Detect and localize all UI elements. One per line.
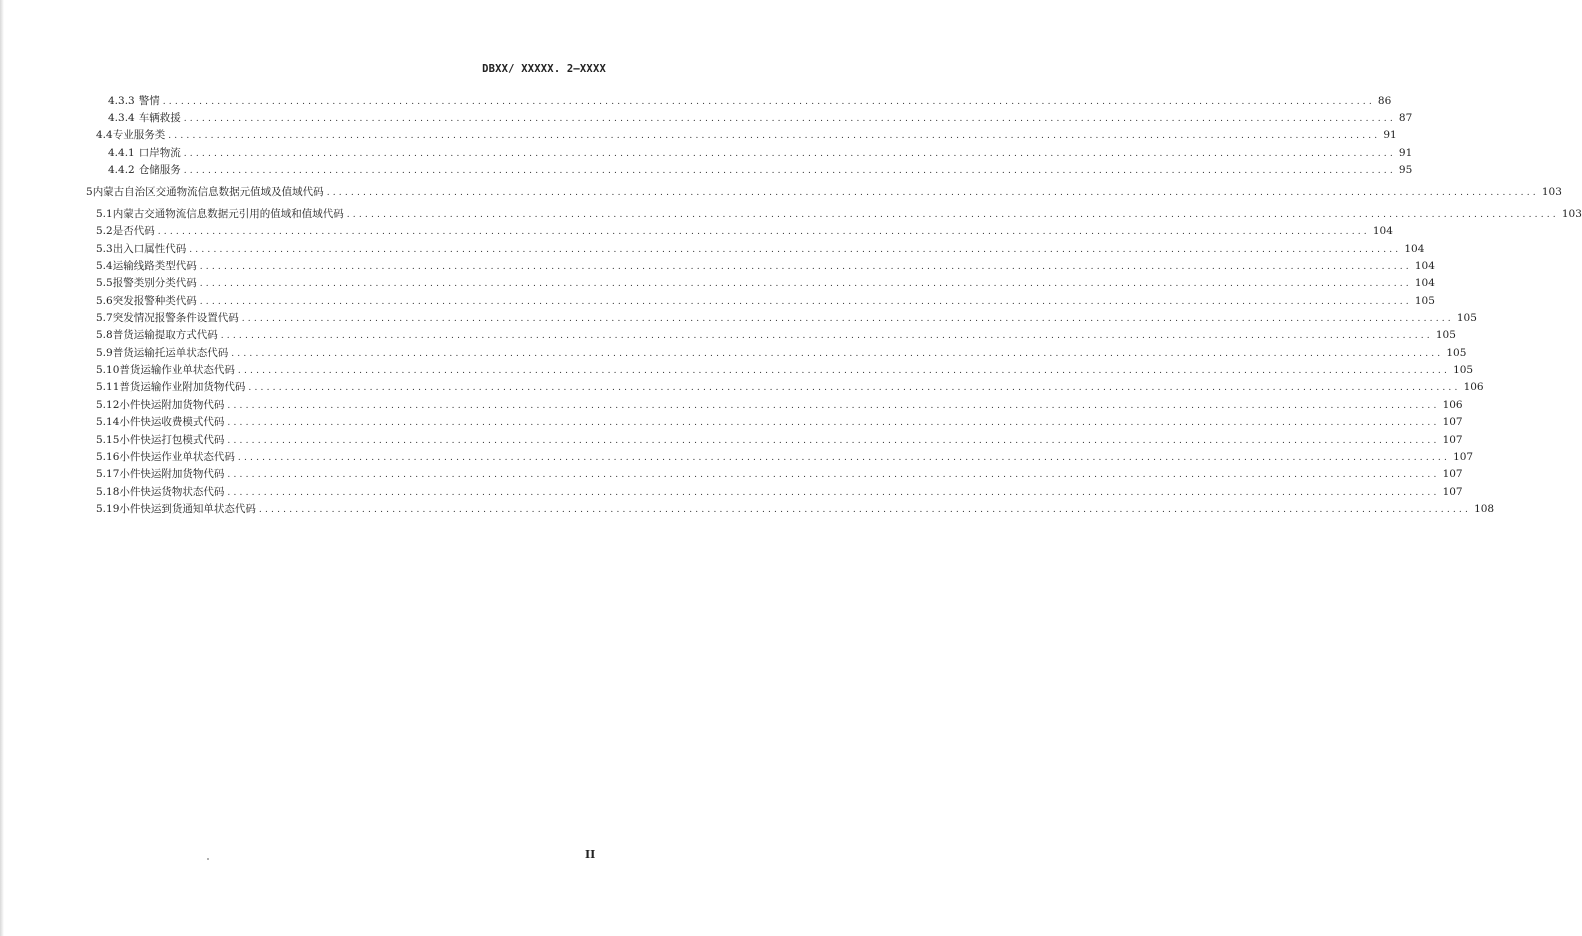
- toc-entry-number: 5.19: [96, 503, 120, 515]
- toc-entry-title: 小件快运收费模式代码: [119, 416, 225, 428]
- scan-speck: [207, 858, 209, 860]
- toc-entry-title: 突发报警种类代码: [112, 295, 197, 307]
- toc-dot-leader: ........................................................................................................................................................................................................: [237, 366, 1451, 376]
- toc-entry-title: 是否代码: [112, 225, 155, 237]
- toc-entry-title: 小件快运附加货物代码: [119, 399, 225, 411]
- toc-entry-title: 出入口属性代码: [112, 243, 187, 255]
- toc-entry-number: 5.2: [96, 225, 113, 237]
- toc-entry-number: 5.6: [96, 295, 113, 307]
- toc-dot-leader: ........................................................................................................................................................................................................: [199, 297, 1412, 307]
- toc-entry-number: 5.11: [96, 381, 120, 393]
- toc-entry-page: 103: [1541, 186, 1562, 198]
- toc-entry-number: 5.8: [96, 329, 113, 341]
- toc-entry-title: 突发情况报警条件设置代码: [112, 312, 239, 324]
- toc-entry-title: 报警类别分类代码: [112, 277, 197, 289]
- toc-entry-page: 107: [1442, 434, 1463, 446]
- toc-entry[interactable]: [96, 343, 1467, 360]
- toc-entry-title: 普货运输作业单状态代码: [119, 364, 235, 376]
- toc-dot-leader: ........................................................................................................................................................................................................: [237, 453, 1451, 463]
- toc-entry[interactable]: [96, 447, 1474, 464]
- toc-entry[interactable]: [96, 325, 1456, 342]
- toc-entry[interactable]: [108, 108, 1413, 125]
- toc-entry-number: 5.4: [96, 260, 113, 272]
- document-code-header: DBXX/ XXXXX. 2—XXXX: [482, 63, 606, 75]
- toc-entry[interactable]: [108, 91, 1392, 108]
- toc-entry-number: 5.1: [96, 208, 113, 220]
- toc-entry[interactable]: [96, 464, 1463, 481]
- toc-entry-number: 5.3: [96, 243, 113, 255]
- toc-entry-number: 5: [86, 186, 93, 198]
- toc-entry[interactable]: [96, 430, 1463, 447]
- toc-entry-title: 普货运输提取方式代码: [112, 329, 218, 341]
- toc-entry[interactable]: [96, 412, 1463, 429]
- toc-dot-leader: ........................................................................................................................................................................................................: [241, 314, 1454, 324]
- toc-dot-leader: ........................................................................................................................................................................................................: [227, 436, 1440, 446]
- toc-entry-page: 86: [1377, 95, 1392, 107]
- toc-entry-number: 5.9: [96, 347, 113, 359]
- toc-entry[interactable]: [96, 308, 1477, 325]
- toc-entry[interactable]: [108, 143, 1413, 160]
- toc-entry-title: 小件快运作业单状态代码: [119, 451, 235, 463]
- toc-entry-number: 5.12: [96, 399, 120, 411]
- toc-entry-page: 105: [1435, 329, 1456, 341]
- toc-entry[interactable]: [96, 204, 1582, 221]
- toc-entry-page: 106: [1463, 381, 1484, 393]
- toc-entry-page: 105: [1453, 364, 1474, 376]
- toc-entry[interactable]: [108, 160, 1413, 177]
- toc-entry-number: 5.7: [96, 312, 113, 324]
- toc-entry[interactable]: [96, 291, 1435, 308]
- toc-dot-leader: ........................................................................................................................................................................................................: [183, 114, 1396, 124]
- toc-entry-page: 95: [1398, 164, 1413, 176]
- toc-entry-page: 91: [1383, 129, 1397, 141]
- toc-entry-number: 5.5: [96, 277, 113, 289]
- toc-entry-page: 103: [1561, 208, 1582, 220]
- toc-entry-page: 107: [1442, 468, 1463, 480]
- toc-entry-title: 小件快运打包模式代码: [119, 434, 225, 446]
- toc-dot-leader: ........................................................................................................................................................................................................: [227, 488, 1440, 498]
- toc-entry-number: 5.10: [96, 364, 120, 376]
- toc-entry[interactable]: [96, 395, 1463, 412]
- toc-entry-page: 104: [1404, 243, 1425, 255]
- toc-dot-leader: ........................................................................................................................................................................................................: [326, 188, 1539, 198]
- scan-edge-shadow: [0, 0, 4, 936]
- toc-entry-title: 普货运输作业附加货物代码: [119, 381, 246, 393]
- toc-entry-number: 4.4: [96, 129, 113, 141]
- toc-entry-number: 5.15: [96, 434, 120, 446]
- toc-entry-page: 104: [1414, 277, 1435, 289]
- toc-entry-page: 105: [1446, 347, 1467, 359]
- toc-entry-page: 108: [1474, 503, 1495, 515]
- toc-dot-leader: ........................................................................................................................................................................................................: [227, 470, 1440, 480]
- toc-entry[interactable]: [86, 182, 1562, 199]
- toc-entry-page: 104: [1372, 225, 1393, 237]
- toc-entry-title: 内蒙古自治区交通物流信息数据元值域及值域代码: [92, 186, 324, 198]
- page-number: II: [585, 848, 596, 861]
- toc-entry-number: 4.3.4: [108, 112, 135, 124]
- toc-dot-leader: ........................................................................................................................................................................................................: [157, 227, 1370, 237]
- toc-dot-leader: ........................................................................................................................................................................................................: [227, 401, 1440, 411]
- toc-dot-leader: ........................................................................................................................................................................................................: [248, 383, 1461, 393]
- toc-entry[interactable]: [96, 239, 1425, 256]
- toc-entry-title: 专业服务类: [112, 129, 166, 141]
- toc-entry-page: 106: [1442, 399, 1463, 411]
- toc-entry-title: 普货运输托运单状态代码: [112, 347, 229, 359]
- toc-entry-page: 107: [1453, 451, 1474, 463]
- toc-entry-number: 5.17: [96, 468, 120, 480]
- toc-entry-number: 5.16: [96, 451, 120, 463]
- toc-entry-number: 5.14: [96, 416, 120, 428]
- toc-entry[interactable]: [96, 377, 1484, 394]
- toc-dot-leader: ........................................................................................................................................................................................................: [162, 97, 1375, 107]
- toc-entry-title: 小件快运附加货物代码: [119, 468, 225, 480]
- toc-entry-title: 车辆救援: [138, 112, 181, 124]
- toc-dot-leader: ........................................................................................................................................................................................................: [189, 245, 1402, 255]
- toc-entry[interactable]: [96, 256, 1435, 273]
- toc-entry-number: 4.4.1: [108, 147, 135, 159]
- toc-entry-page: 91: [1398, 147, 1413, 159]
- toc-entry-page: 104: [1414, 260, 1435, 272]
- toc-dot-leader: ........................................................................................................................................................................................................: [168, 131, 1381, 141]
- toc-entry-page: 105: [1414, 295, 1435, 307]
- toc-dot-leader: ........................................................................................................................................................................................................: [231, 349, 1444, 359]
- toc-entry[interactable]: [96, 482, 1463, 499]
- toc-entry[interactable]: [96, 499, 1495, 516]
- toc-dot-leader: ........................................................................................................................................................................................................: [183, 166, 1396, 176]
- toc-entry[interactable]: [96, 125, 1397, 142]
- toc-entry[interactable]: [96, 360, 1474, 377]
- toc-entry-title: 口岸物流: [138, 147, 181, 159]
- toc-entry-page: 107: [1442, 486, 1463, 498]
- toc-entry-page: 105: [1456, 312, 1477, 324]
- toc-entry-title: 警情: [138, 95, 160, 107]
- toc-entry-number: 5.18: [96, 486, 120, 498]
- toc-entry-page: 87: [1398, 112, 1413, 124]
- toc-entry-title: 小件快运货物状态代码: [119, 486, 225, 498]
- toc-dot-leader: ........................................................................................................................................................................................................: [183, 149, 1396, 159]
- toc-entry-page: 107: [1442, 416, 1463, 428]
- toc-entry-number: 4.4.2: [108, 164, 135, 176]
- toc-dot-leader: ........................................................................................................................................................................................................: [346, 210, 1559, 220]
- toc-dot-leader: ........................................................................................................................................................................................................: [227, 418, 1440, 428]
- toc-entry-title: 内蒙古交通物流信息数据元引用的值域和值域代码: [112, 208, 344, 220]
- toc-entry[interactable]: [96, 221, 1393, 238]
- toc-dot-leader: ........................................................................................................................................................................................................: [220, 331, 1433, 341]
- toc-entry-title: 小件快运到货通知单状态代码: [119, 503, 256, 515]
- toc-entry-title: 仓储服务: [138, 164, 181, 176]
- toc-dot-leader: ........................................................................................................................................................................................................: [258, 505, 1472, 515]
- toc-dot-leader: ........................................................................................................................................................................................................: [199, 279, 1412, 289]
- toc-dot-leader: ........................................................................................................................................................................................................: [199, 262, 1412, 272]
- toc-entry[interactable]: [96, 273, 1435, 290]
- toc-entry-number: 4.3.3: [108, 95, 135, 107]
- toc-entry-title: 运输线路类型代码: [112, 260, 197, 272]
